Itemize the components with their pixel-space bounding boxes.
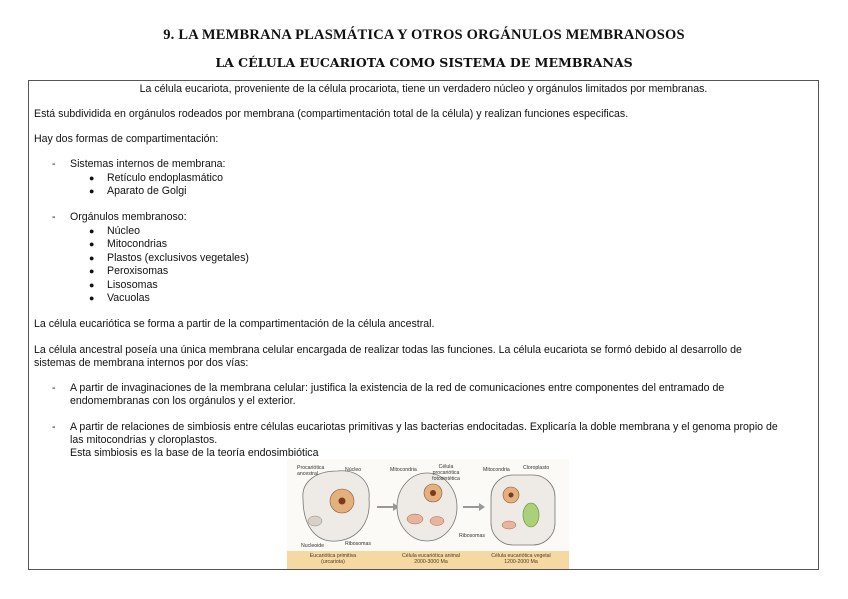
list-item: Vacuolas (107, 292, 150, 304)
label-nucleoid: Nucleoide (301, 543, 325, 549)
section-subtitle: LA CÉLULA EUCARIOTA COMO SISTEMA DE MEMBRANAS (215, 55, 633, 70)
label-ribosomes-1: Ribosomas (345, 541, 371, 547)
label-mitochondria-1: Mitocondria (390, 467, 417, 473)
bullet-marker: ● (89, 293, 95, 303)
label-mitochondria-2: Mitocondria (483, 467, 510, 473)
way-2-line3: Esta simbiosis es la base de la teoría endosimbiótica (70, 447, 319, 459)
caption-plant: Célula eucariótica vegetal 1200-2000 Ma (491, 553, 551, 565)
bullet-marker: ● (89, 239, 95, 249)
bullet-marker: ● (89, 173, 95, 183)
label-prokaryote: Procariótica ancestral (297, 465, 325, 477)
chloroplast-icon (523, 503, 539, 527)
mitochondria-icon (502, 521, 516, 529)
content-box (28, 80, 819, 570)
list-item: Plastos (exclusivos vegetales) (107, 252, 249, 264)
bullet-marker: ● (89, 280, 95, 290)
group-heading-organelles: Orgánulos membranoso: (70, 211, 187, 223)
way-2-line1: A partir de relaciones de simbiosis entre células eucariotas primitivas y las bacterias endocitadas. Explicaría la doble membrana y el genoma propio de (70, 421, 778, 433)
animal-cell (397, 473, 457, 541)
nucleolus-icon (339, 498, 346, 505)
subdivided-text: Está subdividida en orgánulos rodeados por membrana (compartimentación total de la célula) y realizan funciones especificas. (34, 108, 629, 120)
prokaryote-icon (308, 516, 322, 526)
list-item: Peroxisomas (107, 265, 169, 277)
list-item: Mitocondrias (107, 238, 168, 250)
list-item: Aparato de Golgi (107, 185, 187, 197)
dash-marker: - (52, 211, 56, 223)
intro-text: La célula eucariota, proveniente de la célula procariota, tiene un verdadero núcleo y orgánulos limitados por membranas. (139, 83, 708, 95)
way-1-line2: endomembranas con los orgánulos y el exterior. (70, 395, 296, 407)
label-nucleus: Núcleo (345, 467, 362, 473)
list-item: Núcleo (107, 225, 140, 237)
mitochondria-icon (407, 514, 423, 524)
label-ribosomes-2: Ribosomas (459, 533, 485, 539)
list-item: Lisosomas (107, 279, 158, 291)
dash-marker: - (52, 158, 56, 170)
plant-cell (491, 475, 555, 545)
bullet-marker: ● (89, 226, 95, 236)
caption-animal: Célula eucariótica animal 2000-3000 Ma (402, 553, 460, 565)
group-heading-internal: Sistemas internos de membrana: (70, 158, 226, 170)
ancestral-desc-line1: La célula ancestral poseía una única membrana celular encargada de realizar todas las funciones. La célula eucariota se formó debido al desarrollo de (34, 344, 742, 356)
two-forms-text: Hay dos formas de compartimentación: (34, 133, 219, 145)
ancestral-text: La célula eucariótica se forma a partir de la compartimentación de la célula ancestral. (34, 318, 435, 330)
page-title: 9. LA MEMBRANA PLASMÁTICA Y OTROS ORGÁNULOS MEMBRANOSOS (163, 27, 685, 43)
dash-marker: - (52, 382, 56, 394)
dash-marker: - (52, 421, 56, 433)
label-photosynthetic: Célula procariótica fotosintética (432, 464, 460, 482)
way-2-line2: las mitocondrias y cloroplastos. (70, 434, 218, 446)
mitochondria-icon (430, 517, 444, 526)
list-item: Retículo endoplasmático (107, 172, 224, 184)
way-1-line1: A partir de invaginaciones de la membrana celular: justifica la existencia de la red de comunicaciones entre componentes del entramado de (70, 382, 725, 394)
label-chloroplast: Cloroplasto (523, 465, 550, 471)
bullet-marker: ● (89, 186, 95, 196)
bullet-marker: ● (89, 266, 95, 276)
caption-bar (287, 551, 569, 569)
caption-primitive: Eucariótica primitiva (urcariota) (309, 553, 357, 565)
endosymbiosis-figure (287, 459, 569, 569)
bullet-marker: ● (89, 253, 95, 263)
ancestral-desc-line2: sistemas de membrana internos por dos vías: (34, 357, 249, 369)
